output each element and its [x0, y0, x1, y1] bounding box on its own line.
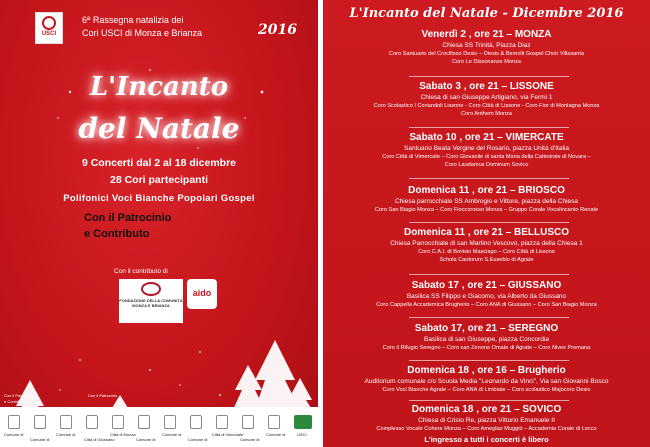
event-seregno: [323, 322, 650, 352]
event-heading: Sabato 3 , ore 21 – LISSONE: [419, 81, 554, 92]
event-venue: Chiesa SS Trinità, Piazza Diaz: [442, 42, 531, 49]
comune-crest-icon: [138, 415, 150, 429]
divider: [409, 360, 569, 361]
event-heading: Sabato 17, ore 21 – SEREGNO: [414, 323, 559, 334]
event-choirs: Complesso Vocale Cohere Monza – Coro Ameglao Muggiò – Accademia Corale di Lecco: [376, 426, 597, 432]
sponsor-label: Comune di: [4, 432, 24, 437]
sponsor-label: Comune di: [266, 432, 286, 437]
event-sovico: [323, 403, 650, 433]
event-choirs: Coro San Biagio Monza – Coro Fioccorosso Monza – Gruppo Corale Vocalincanto Renate: [374, 207, 599, 213]
event-venue: Chiesa di Cristo Re, piazza Vittorio Emanuele II: [418, 417, 555, 424]
sponsor-label: Comune di: [30, 437, 50, 442]
divider: [409, 178, 569, 179]
event-choirs: Coro Le Dissonanze Monza: [451, 59, 522, 65]
comune-crest-icon: [112, 415, 124, 429]
comune-crest-icon: [216, 415, 228, 429]
sponsor-label: Comune di: [240, 437, 260, 442]
divider: [409, 317, 569, 318]
usci-logo-text: USCI: [41, 31, 57, 37]
poster-title-line-1: L'Incanto: [89, 72, 229, 102]
sponsor-logos-strip: [0, 407, 318, 447]
divider: [409, 76, 569, 77]
comune-crest-icon: [242, 415, 254, 429]
event-heading: Sabato 10 , ore 21 – VIMERCATE: [409, 132, 564, 143]
event-venue: Chiesa di san Giuseppe Artigiano, via Fermi 1: [420, 94, 553, 101]
fondazione-emblem-icon: [141, 282, 161, 296]
event-choirs: Coro Santuario del Crocifisso Desio – Diesis & Bemolli Gospel Choir Villasanta: [388, 51, 585, 57]
event-choirs: Coro Anthem Monza: [461, 111, 512, 117]
patrocinio-line-1: Con il Patrocinio: [84, 212, 172, 224]
cori-count: 28 Cori partecipanti: [109, 174, 209, 186]
divider: [409, 274, 569, 275]
event-heading: Domenica 11 , ore 21 – BELLUSCO: [403, 227, 570, 238]
event-brugherio: [323, 364, 650, 394]
comune-crest-icon: [8, 415, 20, 429]
comune-crest-icon: [60, 415, 72, 429]
music-genres: Polifonici Voci Bianche Popolari Gospel: [63, 193, 255, 204]
aido-logo: [187, 279, 217, 309]
sponsor-note-3: Con il Patrocinio: [88, 393, 118, 398]
usci-green-logo-icon: [294, 415, 312, 429]
event-venue: Basilica di san Giuseppe, piazza Concordia: [423, 336, 549, 343]
aido-logo-text: aido: [192, 288, 212, 298]
patrocinio-line-2: e Contributo: [84, 228, 150, 240]
comune-crest-icon: [268, 415, 280, 429]
event-venue: Basilica SS Filippo e Giacomo, via Alberto da Giussano: [406, 293, 567, 300]
comune-crest-icon: [164, 415, 176, 429]
sponsor-label: Città di Monza: [110, 432, 136, 437]
event-choirs: Coro Scolastico I Coriandoli Lissone - Coro Città di Lissone - Coro Fior di Montagna Monza: [373, 103, 600, 109]
event-bellusco: [323, 226, 650, 264]
sponsor-label: Comune di: [136, 437, 156, 442]
event-giussano: [323, 279, 650, 309]
rassegna-line-2: Cori USCI di Monza e Brianza: [82, 28, 203, 38]
event-venue: Santuario Beata Vergine del Rosario, piazza Unità d'Italia: [404, 145, 569, 152]
event-venue: Auditorium comunale c/o Scuola Media "Leonardo da Vinci", Via san Giovanni Bosco: [364, 378, 609, 385]
sponsor-label: Comune di: [162, 432, 182, 437]
free-entry-notice: L'ingresso a tutti i concerti è libero: [424, 435, 549, 444]
event-briosco: [323, 184, 650, 214]
event-heading: Domenica 18 , ore 16 – Brugherio: [407, 365, 566, 376]
event-lissone: [323, 80, 650, 118]
rassegna-line-1: 6ª Rassegna natalizia dei: [82, 15, 184, 25]
divider: [409, 400, 569, 401]
sponsor-label: Città di Vimercate: [212, 432, 244, 437]
event-monza: [323, 28, 650, 66]
comune-crest-icon: [190, 415, 202, 429]
sponsor-label: Comune di: [56, 432, 76, 437]
event-heading: Domenica 18 , ore 21 – SOVICO: [411, 404, 562, 415]
divider: [409, 222, 569, 223]
poster-panel: [0, 0, 318, 447]
fondazione-logo: [119, 279, 183, 323]
concerti-count: 9 Concerti dal 2 al 18 dicembre: [81, 157, 237, 169]
event-venue: Chiesa parrocchiale SS Ambrogio e Vittore, piazza della Chiesa: [394, 198, 579, 205]
divider: [409, 127, 569, 128]
sponsor-label: Comune di: [188, 437, 208, 442]
event-vimercate: [323, 131, 650, 169]
comune-crest-icon: [34, 415, 46, 429]
fondazione-name: FONDAZIONE DELLA COMUNITÀ MONZA E BRIANZA: [119, 298, 183, 308]
event-choirs: Coro Laudamus Dominum Sovico: [444, 162, 529, 168]
programme-panel: [323, 0, 650, 447]
sponsor-label: USCI: [297, 432, 307, 437]
event-heading: Venerdì 2 , ore 21 – MONZA: [421, 29, 552, 40]
programme-title: L'Incanto del Natale - Dicembre 2016: [349, 6, 624, 21]
comune-crest-icon: [86, 415, 98, 429]
poster-title-line-2: del Natale: [78, 112, 240, 145]
event-choirs: Schola Cantorum S.Eusebio di Agrate: [439, 257, 534, 263]
event-choirs: Coro Città di Vimercate – Coro Giovanile di santa Maria della Cattedrale di Novara –: [382, 154, 591, 160]
event-venue: Chiesa Parrocchiale di san Martino Vescovo, piazza della Chiesa 1: [390, 240, 583, 247]
poster-year: 2016: [258, 22, 297, 38]
event-choirs: Coro C.A.I. di Bovisio Masciago – Coro Città di Lissone: [418, 249, 555, 255]
sponsor-label: Città di Giussano: [84, 437, 115, 442]
sponsor-note-2: e Contributo: [4, 399, 26, 404]
sponsor-note-1: Con il Patrocinio: [4, 393, 34, 398]
event-choirs: Coro Cappella Accademica Brugherio – Coro ANA di Giussano – Coro San Biagio Monza: [376, 302, 597, 308]
event-heading: Sabato 17 , ore 21 – GIUSSANO: [411, 280, 562, 291]
contributo-label: Con il contributo di: [114, 268, 168, 275]
event-choirs: Coro Voci Bianche Agrate – Coro ANA di Limbiate – Coro scolastico Majocoro Desio: [382, 387, 591, 393]
event-choirs: Coro il Rifugio Seregno – Coro san Zenone Omate di Agrate – Coro Nives Premana: [382, 345, 591, 351]
event-heading: Domenica 11 , ore 21 – BRIOSCO: [408, 185, 565, 196]
